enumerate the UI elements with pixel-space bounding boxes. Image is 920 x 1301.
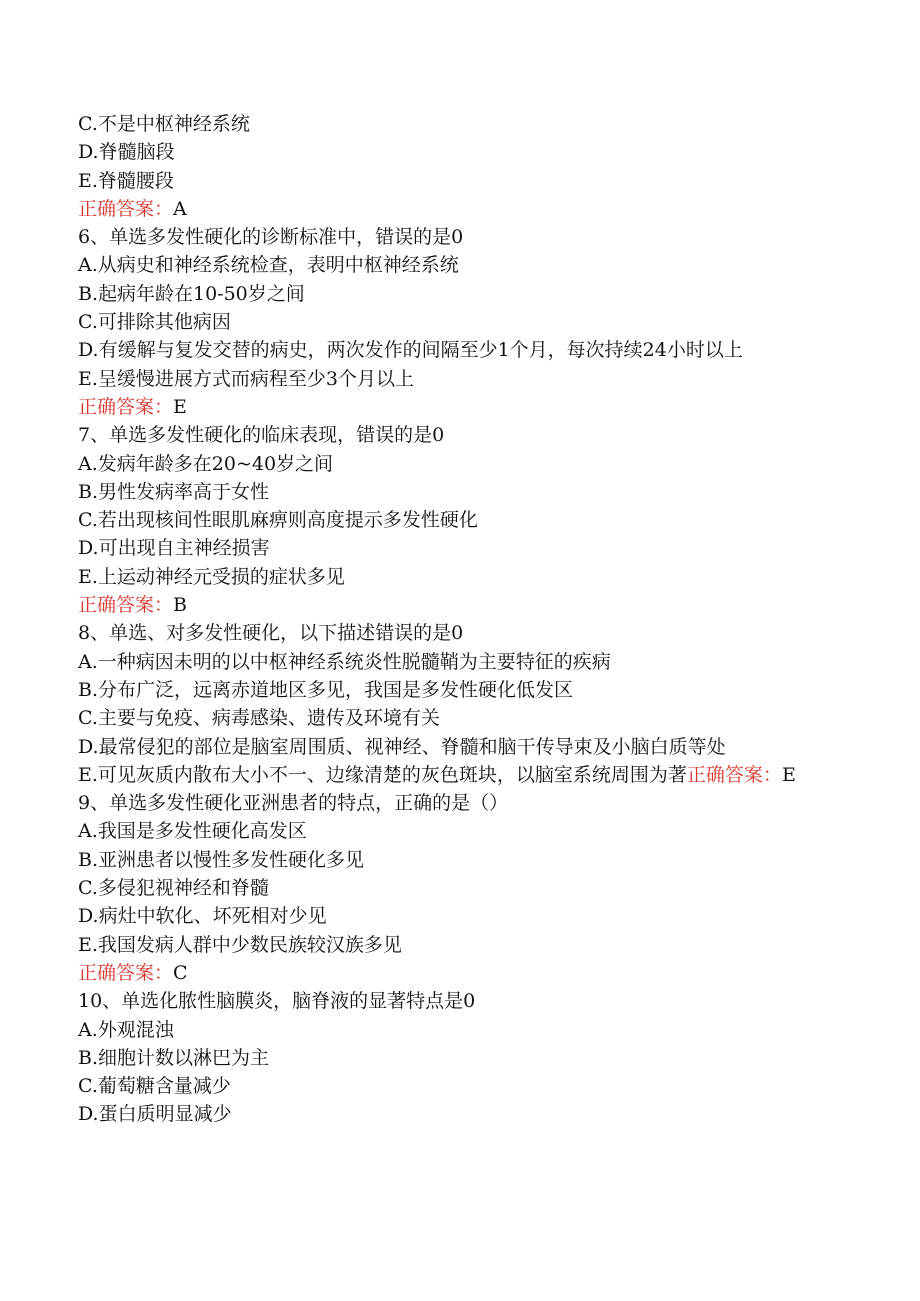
answer-value: E	[173, 395, 187, 418]
option-line: D.最常侵犯的部位是脑室周围质、视神经、脊髓和脑干传导束及小脑白质等处	[78, 735, 726, 758]
option-line: C.主要与免疫、病毒感染、遗传及环境有关	[78, 707, 440, 730]
option-line: A.我国是多发性硬化高发区	[78, 820, 307, 843]
option-line: A.发病年龄多在20~40岁之间	[78, 452, 334, 475]
option-line: D.有缓解与复发交替的病史，两次发作的间隔至少1个月，每次持续24小时以上	[78, 339, 743, 362]
answer-value: A	[173, 197, 187, 220]
option-line: C.多侵犯视神经和脊髓	[78, 877, 269, 900]
answer-label: 正确答案：	[78, 197, 174, 220]
option-line: B.细胞计数以淋巴为主	[78, 1046, 270, 1069]
answer-label: 正确答案：	[78, 961, 174, 984]
option-line: E.上运动神经元受损的症状多见	[78, 565, 345, 588]
option-line: B.男性发病率高于女性	[78, 480, 270, 503]
answer-label: 正确答案：	[686, 763, 782, 786]
option-text: E.可见灰质内散布大小不一、边缘清楚的灰色斑块，以脑室系统周围为著	[78, 763, 687, 786]
question-line: 7、单选多发性硬化的临床表现，错误的是0	[78, 424, 445, 447]
question-line: 10、单选化脓性脑膜炎，脑脊液的显著特点是0	[78, 990, 476, 1013]
option-line: A.从病史和神经系统检查，表明中枢神经系统	[78, 254, 459, 277]
option-line: B.分布广泛，远离赤道地区多见，我国是多发性硬化低发区	[78, 678, 574, 701]
answer-label: 正确答案：	[78, 395, 174, 418]
option-line: D.病灶中软化、坏死相对少见	[78, 905, 327, 928]
answer-line	[78, 591, 838, 619]
option-line: A.外观混浊	[78, 1018, 174, 1041]
option-line: C.若出现核间性眼肌麻痹则高度提示多发性硬化	[78, 509, 478, 532]
question-line: 8、单选、对多发性硬化，以下描述错误的是0	[78, 622, 464, 645]
answer-label: 正确答案：	[78, 594, 174, 617]
question-line: 6、单选多发性硬化的诊断标准中，错误的是0	[78, 226, 464, 249]
option-line: D.脊髓脑段	[78, 141, 175, 164]
answer-value: E	[781, 763, 796, 786]
answer-value: C	[173, 961, 188, 984]
option-line: A.一种病因未明的以中枢神经系统炎性脱髓鞘为主要特征的疾病	[78, 650, 611, 673]
option-line: B.起病年龄在10-50岁之间	[78, 282, 305, 305]
option-with-answer	[78, 761, 838, 789]
answer-line	[78, 393, 838, 421]
option-line: D.蛋白质明显减少	[78, 1103, 232, 1126]
document-page	[78, 110, 838, 1129]
option-line: C.葡萄糖含量减少	[78, 1075, 231, 1098]
answer-line	[78, 959, 838, 987]
option-line: C.可排除其他病因	[78, 311, 231, 334]
option-line: E.我国发病人群中少数民族较汉族多见	[78, 933, 402, 956]
answer-value: B	[173, 594, 187, 617]
option-line: C.不是中枢神经系统	[78, 113, 250, 135]
option-line: D.可出现自主神经损害	[78, 537, 270, 560]
option-line: E.脊髓腰段	[78, 169, 174, 192]
answer-line	[78, 195, 838, 223]
option-line: B.亚洲患者以慢性多发性硬化多见	[78, 848, 365, 871]
question-line: 9、单选多发性硬化亚洲患者的特点，正确的是（）	[78, 792, 509, 815]
option-line: E.呈缓慢进展方式而病程至少3个月以上	[78, 367, 414, 390]
